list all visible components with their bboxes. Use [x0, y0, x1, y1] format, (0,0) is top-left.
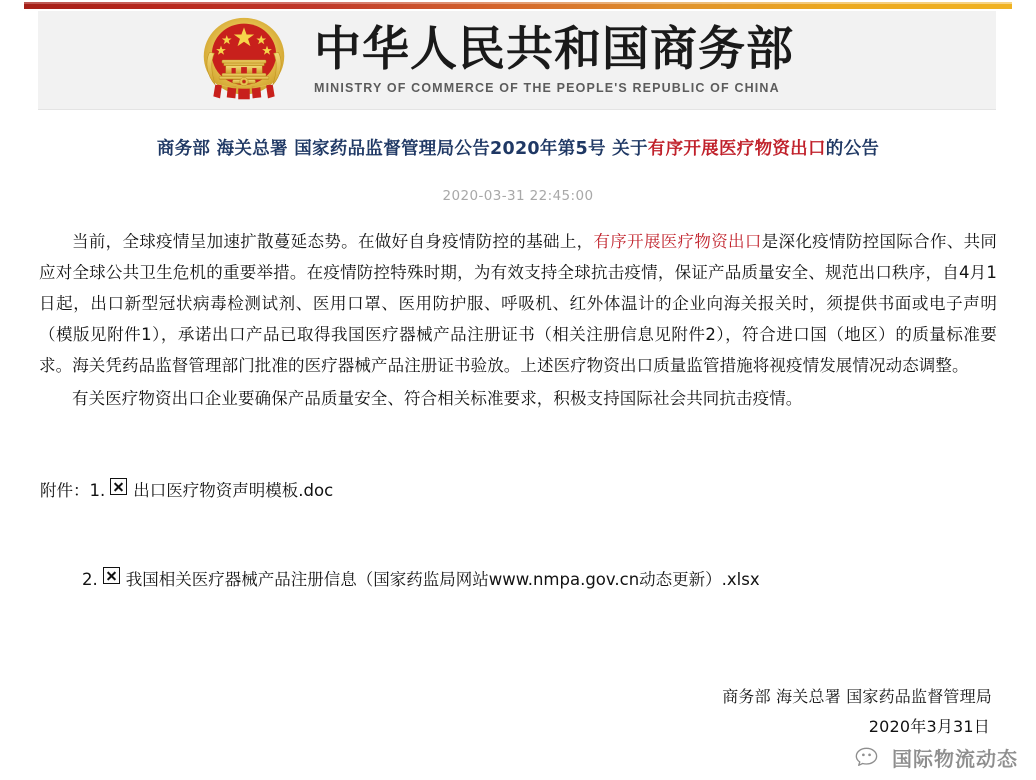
ministry-name-english: MINISTRY OF COMMERCE OF THE PEOPLE'S REPUBLIC OF CHINA	[314, 80, 780, 95]
paragraph-text: 是深化疫情防控国际合作、共同应对全球公共卫生危机的重要举措。在疫情防控特殊时期，为有效支持全球抗击疫情，保证产品质量安全、规范出口秩序，自4月1日起，出口新型冠状病毒检测试剂、医用口罩、医用防护服、呼吸机、红外体温计的企业向海关报关时，须提供书面或电子声明（模版见附件1），承诺出口产品已取得我国医疗器械产品注册证书（相关注册信息见附件2），符合进口国（地区）的质量标准要求。海关凭药品监督管理部门批准的医疗器械产品注册证书验放。上述医疗物资出口质量监管措施将视疫情发展情况动态调整。	[39, 232, 998, 376]
paragraph-text: 当前，全球疫情呈加速扩散蔓延态势。在做好自身疫情防控的基础上，	[72, 232, 594, 252]
publish-timestamp: 2020-03-31 22:45:00	[442, 188, 594, 205]
top-gradient-bar-sheen	[24, 2, 1012, 4]
broken-image-icon	[103, 567, 120, 584]
national-emblem-icon	[196, 14, 292, 106]
ministry-name-chinese: 中华人民共和国商务部	[314, 21, 794, 77]
article-paragraphs	[37, 226, 999, 414]
attachment-row[interactable]	[40, 478, 1036, 505]
signature-issuers: 商务部 海关总署 国家药品监督管理局	[722, 687, 992, 706]
attachment-number: 1.	[89, 481, 106, 500]
attachment-number: 2.	[82, 570, 98, 589]
masthead-inner	[196, 14, 794, 106]
page-title-tail: 的公告	[825, 139, 880, 159]
wechat-watermark	[855, 743, 1018, 772]
attachments-label: 附件：1.	[40, 481, 106, 500]
paragraph	[39, 226, 997, 381]
signature-date: 2020年3月31日	[868, 717, 990, 736]
attachment-file-name[interactable]: 我国相关医疗器械产品注册信息（国家药监局网站www.nmpa.gov.cn动态更新）.xlsx	[125, 570, 760, 589]
article-body	[0, 110, 1036, 416]
page-title-lead: 商务部 海关总署 国家药品监督管理局公告2020年第5号 关于	[156, 139, 648, 159]
signature-block	[722, 682, 992, 742]
page-title-highlight: 有序开展医疗物资出口	[647, 139, 826, 159]
wechat-bubble-icon	[855, 746, 885, 770]
site-masthead	[38, 11, 996, 110]
page-title	[78, 137, 958, 162]
attachments-section	[0, 478, 1036, 594]
broken-image-icon	[110, 478, 127, 495]
highlighted-phrase: 有序开展医疗物资出口	[593, 232, 762, 252]
attachment-file-name[interactable]: 出口医疗物资声明模板.doc	[133, 481, 334, 500]
attachment-row[interactable]	[82, 567, 1036, 594]
ministry-name-block	[314, 21, 794, 96]
paragraph	[39, 383, 997, 414]
watermark-label: 国际物流动态	[892, 747, 1018, 771]
paragraph-text: 有关医疗物资出口企业要确保产品质量安全、符合相关标准要求，积极支持国际社会共同抗击疫情。	[72, 389, 803, 409]
